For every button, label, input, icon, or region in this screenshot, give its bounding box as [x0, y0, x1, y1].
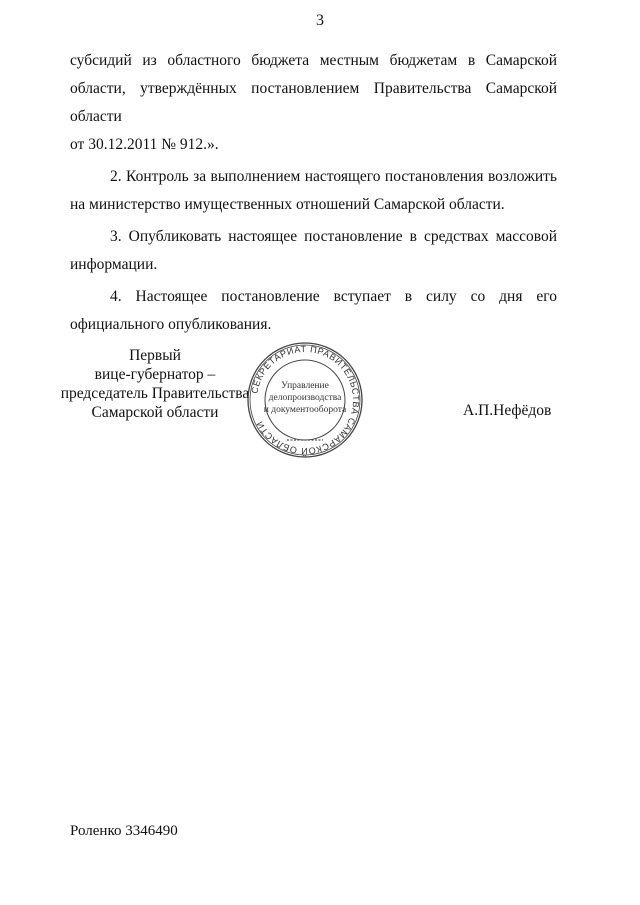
signer-title-line: вице-губернатор –	[94, 366, 216, 383]
signer-title-line: председатель Правительства	[60, 385, 250, 402]
stamp-line: делопроизводства	[268, 393, 342, 403]
paragraph-4-line-1: 4. Настоящее постановление вступает в силу со дня его	[110, 288, 557, 305]
document-body	[70, 47, 557, 339]
executor-info: Роленко 3346490	[70, 823, 178, 839]
paragraph-3: 3. Опубликовать настоящее постановление в средствах массовой информации.	[70, 228, 557, 273]
paragraph-1-line-2: области, утверждённых постановлением Правительства Самарской области	[70, 80, 557, 125]
stamp-inner-text	[245, 380, 365, 416]
paragraph-1-line-1: субсидий из областного бюджета местным бюджетам в Самарской	[70, 52, 557, 69]
signer-name: А.П.Нефёдов	[463, 402, 552, 419]
paragraph-2: 2. Контроль за выполнением настоящего постановления возложить на министерство имущественных отношений Самарской области.	[70, 168, 557, 213]
stamp-line: Управление	[281, 381, 329, 391]
official-stamp	[245, 340, 365, 460]
page-number: 3	[316, 12, 324, 29]
signer-title-line: Первый	[129, 347, 181, 364]
stamp-ring-text: СЕКРЕТАРИАТ ПРАВИТЕЛЬСТВА САМАРСКОЙ ОБЛАСТИ	[249, 343, 362, 457]
signer-title	[60, 346, 250, 422]
paragraph-1-line-3: от 30.12.2011 № 912.».	[70, 136, 219, 153]
paragraph-4-line-2: официального опубликования.	[70, 316, 272, 333]
stamp-line: и документооборота	[263, 405, 347, 415]
signer-title-line: Самарской области	[91, 404, 219, 421]
